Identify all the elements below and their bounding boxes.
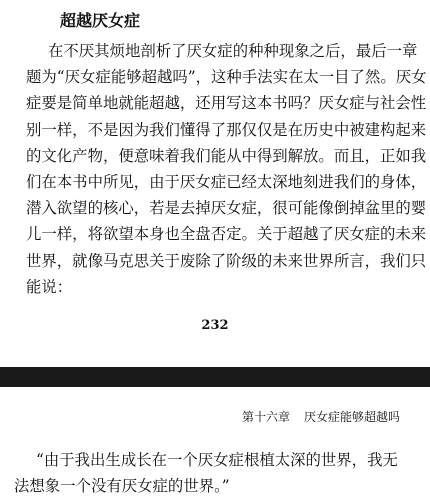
paragraph-line: 题为“厌女症能够超越吗”，这种手法实在太一目了然。厌女 — [26, 68, 427, 87]
paragraph-line: 症要是简单地就能超越，还用写这本书吗？厌女症与社会性 — [26, 94, 427, 113]
paragraph-line: 世界，就像马克思关于废除了阶级的未来世界所言，我们只 — [26, 251, 427, 270]
paragraph-line: 在不厌其烦地剖析了厌女症的种种现象之后，最后一章 — [48, 42, 418, 60]
paragraph-line: 们在本书中所见，由于厌女症已经太深地刻进我们的身体， — [26, 173, 427, 192]
paragraph-line: 能说： — [26, 277, 73, 296]
section-title: 超越厌女症 — [60, 11, 141, 30]
page-number: 232 — [201, 318, 229, 333]
page-separator — [0, 367, 430, 387]
lower-page — [0, 387, 430, 500]
body-paragraph — [26, 38, 427, 300]
paragraph-line: 潜入欲望的核心，若是去掉厌女症，很可能像倒掉盆里的婴 — [26, 199, 427, 218]
paragraph-line: 儿一样，将欲望本身也全盘否定。关于超越了厌女症的未来 — [26, 225, 427, 244]
paragraph-line: 别一样，不是因为我们懂得了那仅仅是在历史中被建构起来 — [26, 120, 427, 139]
quote-line: 法想象一个没有厌女症的世界。” — [14, 477, 230, 495]
chapter-number: 第十六章 — [241, 410, 290, 424]
running-header — [242, 409, 400, 425]
quote-paragraph — [14, 447, 414, 499]
quote-line: “由于我出生成长在一个厌女症根植太深的世界，我无 — [36, 451, 398, 469]
paragraph-line: 的文化产物，便意味着我们能从中得到解放。而且，正如我 — [26, 146, 427, 165]
chapter-title: 厌女症能够超越吗 — [303, 410, 400, 424]
